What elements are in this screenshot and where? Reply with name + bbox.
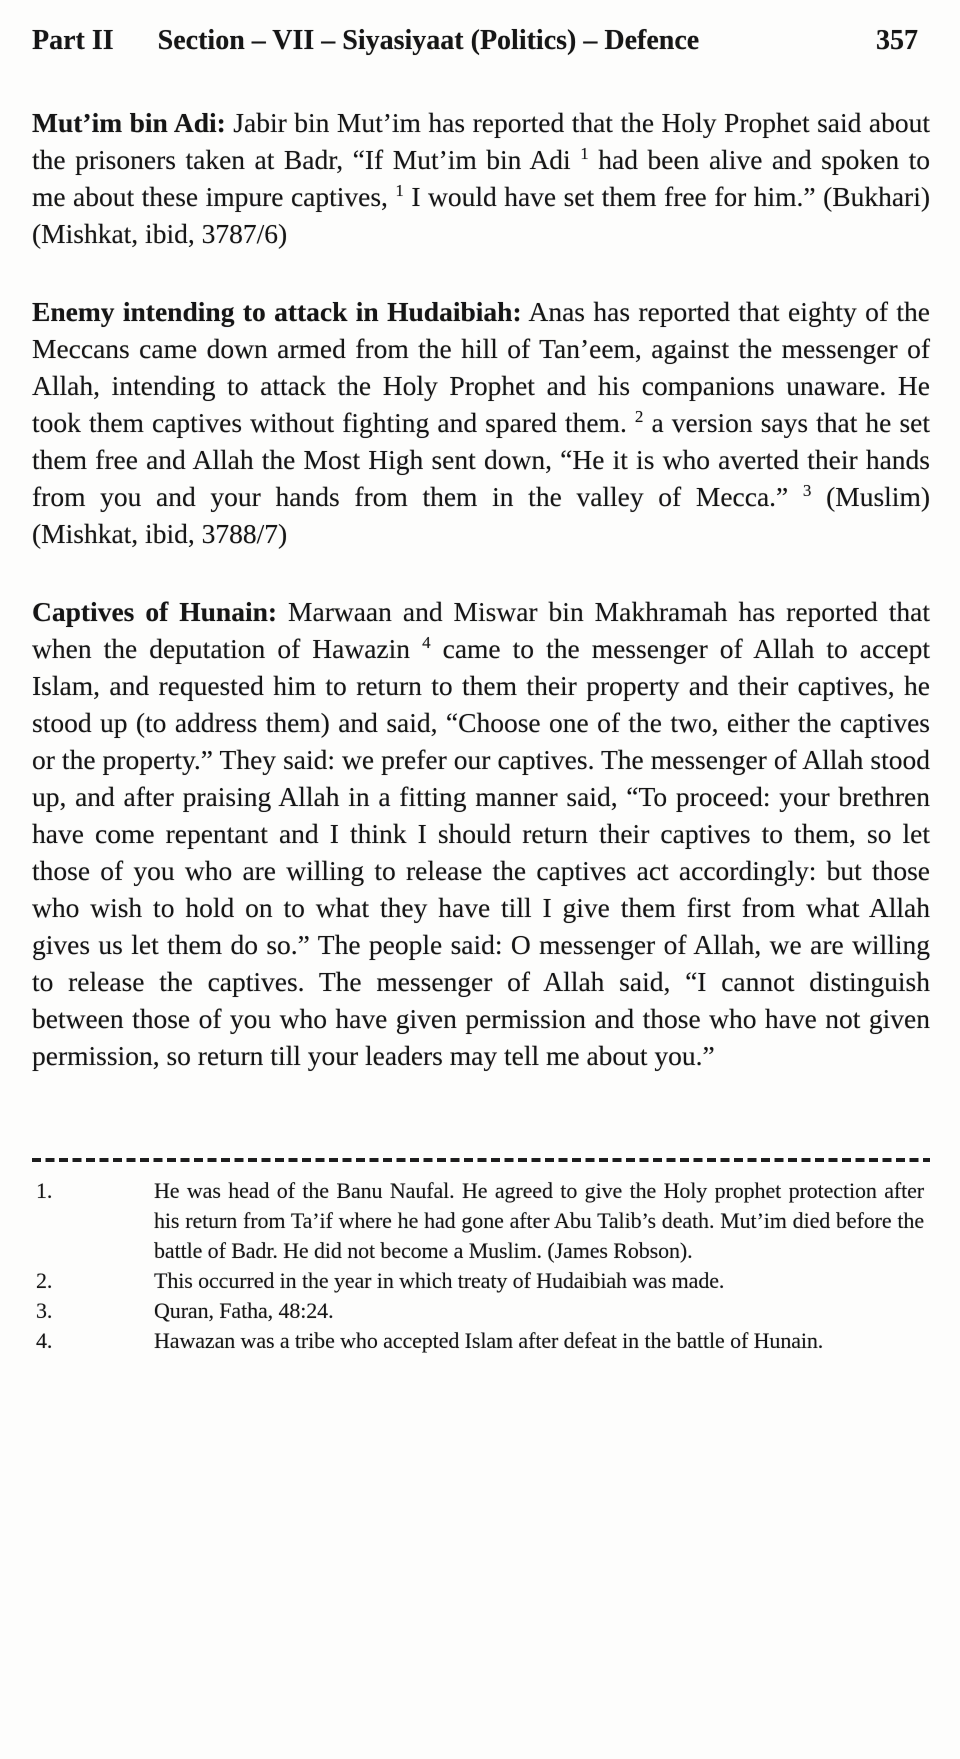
footnote-ref-1: 1	[395, 180, 404, 200]
footnote-ref-3: 3	[802, 480, 812, 500]
paragraph-enemy-hudaibiah	[32, 293, 930, 552]
footnote-item	[32, 1296, 930, 1326]
footnote-number: 2.	[36, 1268, 53, 1293]
paragraph-text: Anas has reported that eighty of the Meccans came down armed from the hill of Tan’eem, against the messenger of Allah, intending to attack the Holy Prophet and his companions unaware. He took them captives without fighting and spared them.	[32, 296, 930, 438]
footnote-text: This occurred in the year in which treaty of Hudaibiah was made.	[154, 1268, 725, 1293]
paragraph-text: Jabir bin Mut’im has reported that the Holy Prophet said about the prisoners taken at Badr, “If Mut’im bin Adi	[32, 107, 931, 175]
paragraph-lead: Captives of Hunain:	[32, 596, 278, 627]
paragraph-captives-hunain	[32, 593, 930, 1074]
footnote-item	[32, 1326, 930, 1356]
footnote-ref-2: 2	[634, 406, 644, 426]
footnote-number: 3.	[36, 1298, 53, 1323]
part-label: Part II	[32, 25, 114, 56]
footnote-item	[32, 1266, 930, 1296]
footnote-separator	[32, 1158, 930, 1162]
paragraph-text: a version says that he set them free and Allah the Most High sent down, “He it is who averted their hands from you and your hands from them in the valley of Mecca.”	[32, 407, 930, 512]
page-number: 357	[876, 25, 918, 56]
footnote-text: He was head of the Banu Naufal. He agreed to give the Holy prophet protection after his return from Ta’if where he had gone after Abu Talib’s death. Mut’im died before the battle of Badr. He did not become a Muslim. (James Robson).	[154, 1178, 924, 1263]
footnote-item	[32, 1176, 930, 1266]
footnote-text: Quran, Fatha, 48:24.	[154, 1298, 334, 1323]
paragraph-text: (Muslim) (Mishkat, ibid, 3788/7)	[32, 481, 930, 549]
paragraph-text: Marwaan and Miswar bin Makhramah has reported that when the deputation of Hawazin	[32, 596, 930, 664]
paragraph-lead: Enemy intending to attack in Hudaibiah:	[32, 296, 522, 327]
footnote-ref-1: 1	[580, 143, 589, 163]
page-header	[32, 24, 930, 58]
footnote-number: 4.	[36, 1328, 53, 1353]
paragraph-text: came to the messenger of Allah to accept Islam, and requested him to return to them their property and their captives, he stood up (to address them) and said, “Choose one of the two, either the captives or the property.” They said: we prefer our captives. The messenger of Allah stood up, and after praising Allah in a fitting manner said, “To proceed: your brethren have come repentant and I think I should return their captives to them, so let those of you who are willing to release the captives act accordingly: but those who wish to hold on to what they have till I give them first from what Allah gives us let them do so.” The people said: O messenger of Allah, we are willing to release the captives. The messenger of Allah said, “I cannot distinguish between those of you who have given permission and those who have not given permission, so return till your leaders may tell me about you.”	[32, 633, 931, 1071]
footnote-ref-4: 4	[422, 632, 431, 652]
paragraph-text: had been alive and spoken to me about these impure captives,	[32, 144, 930, 212]
paragraph-mutim-bin-adi	[32, 104, 930, 252]
section-title: Section – VII – Siyasiyaat (Politics) – Defence	[157, 25, 700, 56]
footnotes-section	[32, 1176, 930, 1356]
paragraph-text: I would have set them free for him.” (Bukhari) (Mishkat, ibid, 3787/6)	[32, 181, 930, 249]
footnote-text: Hawazan was a tribe who accepted Islam after defeat in the battle of Hunain.	[154, 1328, 824, 1353]
paragraph-lead: Mut’im bin Adi:	[32, 107, 226, 138]
footnote-number: 1.	[36, 1178, 53, 1203]
body-text	[32, 104, 930, 1074]
